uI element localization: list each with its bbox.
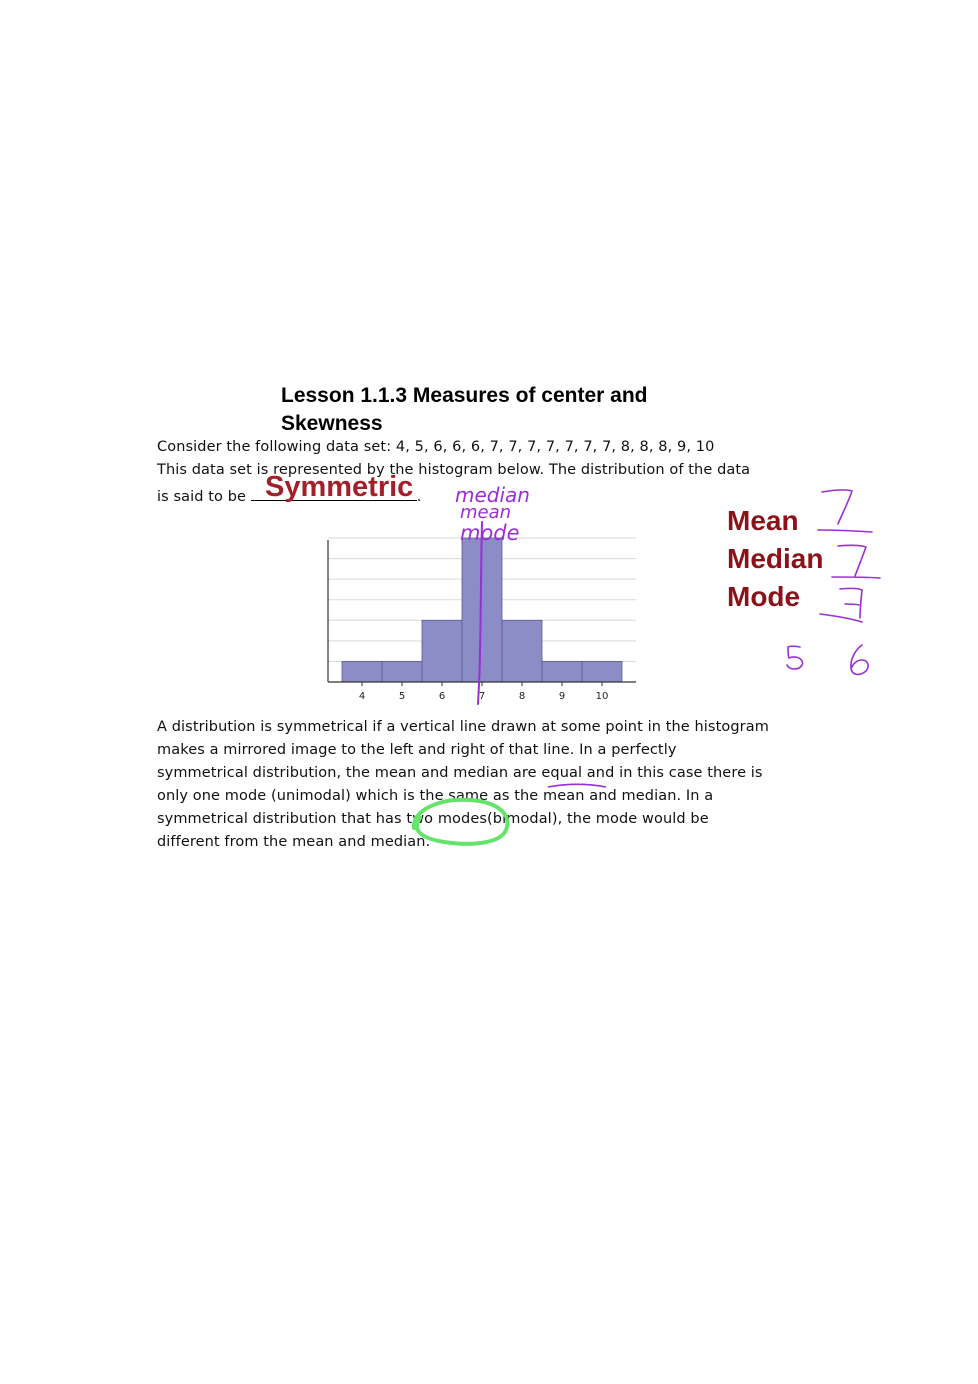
extra-five	[787, 646, 803, 669]
x-tick-label: 10	[595, 691, 609, 702]
prompt-prefix: is said to be	[157, 489, 251, 505]
paragraph-line-4: only one mode (unimodal) which is the same as the mean and median. In a	[157, 788, 714, 804]
mode-value-seven	[820, 588, 862, 622]
x-axis-ticks	[359, 682, 609, 702]
mean-label: Mean	[727, 505, 799, 536]
x-tick-label: 4	[358, 691, 366, 702]
x-tick-label: 9	[558, 691, 566, 702]
paragraph-line-2: makes a mirrored image to the left and right of that line. In a perfectly	[157, 742, 677, 758]
two-modes-circle	[414, 800, 508, 844]
stat-values	[787, 490, 880, 675]
note-median: median	[455, 483, 530, 507]
histogram-bar-4	[342, 661, 382, 682]
mean-value-seven	[818, 490, 872, 532]
x-tick-label: 7	[478, 691, 486, 702]
median-value-seven	[832, 545, 880, 578]
histogram-bar-10	[582, 661, 622, 682]
histogram-notes	[455, 483, 530, 545]
page-title: Lesson 1.1.3 Measures of center and Skewness	[281, 384, 648, 435]
mode-label: Mode	[727, 581, 801, 612]
histogram-bar-5	[382, 661, 422, 682]
histogram-bar-6	[422, 620, 462, 682]
paragraph-line-1: A distribution is symmetrical if a vertical line drawn at some point in the histogram	[157, 719, 769, 735]
paragraph-line-5: symmetrical distribution that has two modes(bimodal), the mode would be	[157, 811, 709, 827]
prompt-suffix: .	[416, 489, 422, 505]
histogram-bar-8	[502, 620, 542, 682]
x-tick-label: 5	[398, 691, 406, 702]
paragraph-line-6: different from the mean and median.	[157, 834, 431, 850]
equal-underline	[548, 784, 606, 787]
data-set-line: Consider the following data set: 4, 5, 6, 6, 6, 7, 7, 7, 7, 7, 7, 7, 8, 8, 8, 9, 10	[157, 439, 715, 455]
x-tick-label: 8	[518, 691, 526, 702]
note-mean: mean	[460, 502, 512, 523]
x-tick-label: 6	[438, 691, 446, 702]
histogram-bar-9	[542, 661, 582, 682]
median-label: Median	[727, 543, 824, 574]
note-mode: mode	[460, 521, 520, 545]
histogram-intro-line: This data set is represented by the histogram below. The distribution of the data	[157, 462, 751, 478]
handwritten-answer: Symmetric	[265, 471, 414, 503]
extra-six	[851, 645, 868, 674]
paragraph-line-3: symmetrical distribution, the mean and median are equal and in this case there is	[157, 765, 763, 781]
